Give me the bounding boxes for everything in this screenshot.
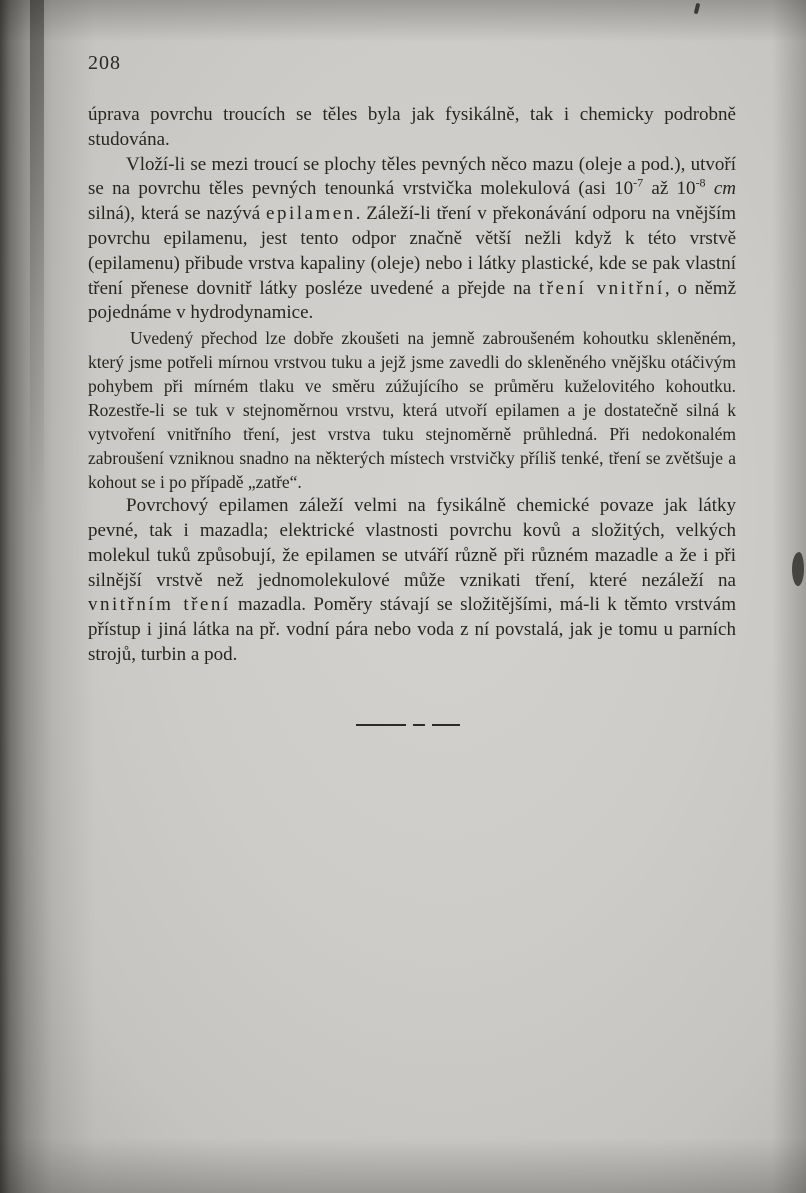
text-segment: cm [705,178,736,200]
divider-dash [356,724,406,726]
text-segment: tření vnitřní [538,277,665,299]
text-segment: až 10 [643,178,696,200]
paragraph [88,103,736,153]
divider-dash [413,724,425,726]
binding-shadow [30,0,44,520]
text-segment: -7 [633,176,644,191]
text-segment: vnitřním tření [88,594,231,616]
page-body [88,103,736,668]
paragraph [88,153,736,327]
text-segment: , o němž pojednáme v hydrodynamice. [88,277,737,324]
text-segment: Povrchový epilamen záleží velmi na fysikálně chemické povaze jak látky pevné, tak i mazadla; elektrické vlastnosti povrchu kovů a složitých, velkých molekul tuků způsobují, že epilamen se utváří různě při různém mazadle a že i při silnější vrstvě než jednomolekulové může vznikati tření, které nezáleží na [88,495,736,591]
scan-artifact-right-edge [792,552,804,586]
text-segment: epilamen [266,203,356,225]
section-divider [356,724,468,727]
text-segment: silná), která se nazývá [88,203,267,225]
text-segment: . Záleží-li tření v překonávání odporu na vnějším povrchu epilamenu, jest tento odpor značně větší nežli když k této vrstvě (epilamenu) přibude vrstva kapaliny (oleje) nebo i látky plastické, kde se pak vlastní tření přenese dovnitř látky posléze uvedené a přejde na [88,203,737,299]
text-segment: mazadla. Poměry stávají se složitějšími, má-li k těmto vrstvám přístup i jiná látka na př. vodní pára nebo voda z ní povstalá, jak je tomu u parních strojů, turbin a pod. [88,594,736,665]
scan-artifact-top [694,3,701,15]
paragraph [88,494,736,668]
text-segment: Uvedený přechod lze dobře zkoušeti na jemně zabroušeném kohoutku skleněném, který jsme potřeli mírnou vrstvou tuku a jejž jsme zavedli do skleněného vnějšku otáčivým pohybem při mírném tlaku ve směru zúžujícího se průměru kuželovitého kohoutku. Rozestře-li se tuk v stejnoměrnou vrstvu, která utvoří epilamen a je dostatečně silná k vytvoření vnitřního tření, jest vrstva tuku stejnoměrně průhledná. Při nedokonalém zabroušení vzniknou snadno na některých místech vrstvičky příliš tenké, tření se zvětšuje a kohout se i po případě „zatře“. [88,328,736,493]
paragraph [88,326,736,494]
text-segment: Vloží-li se mezi troucí se plochy těles pevných něco mazu (oleje a pod.), utvoří se na povrchu těles pevných tenounká vrstvička molekulová (asi 10 [88,153,736,200]
divider-dash [432,724,460,726]
page-number: 208 [88,52,121,74]
text-block [88,52,736,727]
text-segment: -8 [695,176,706,191]
text-segment: úprava povrchu troucích se těles byla jak fysikálně, tak i chemicky podrobně studována. [88,104,736,150]
